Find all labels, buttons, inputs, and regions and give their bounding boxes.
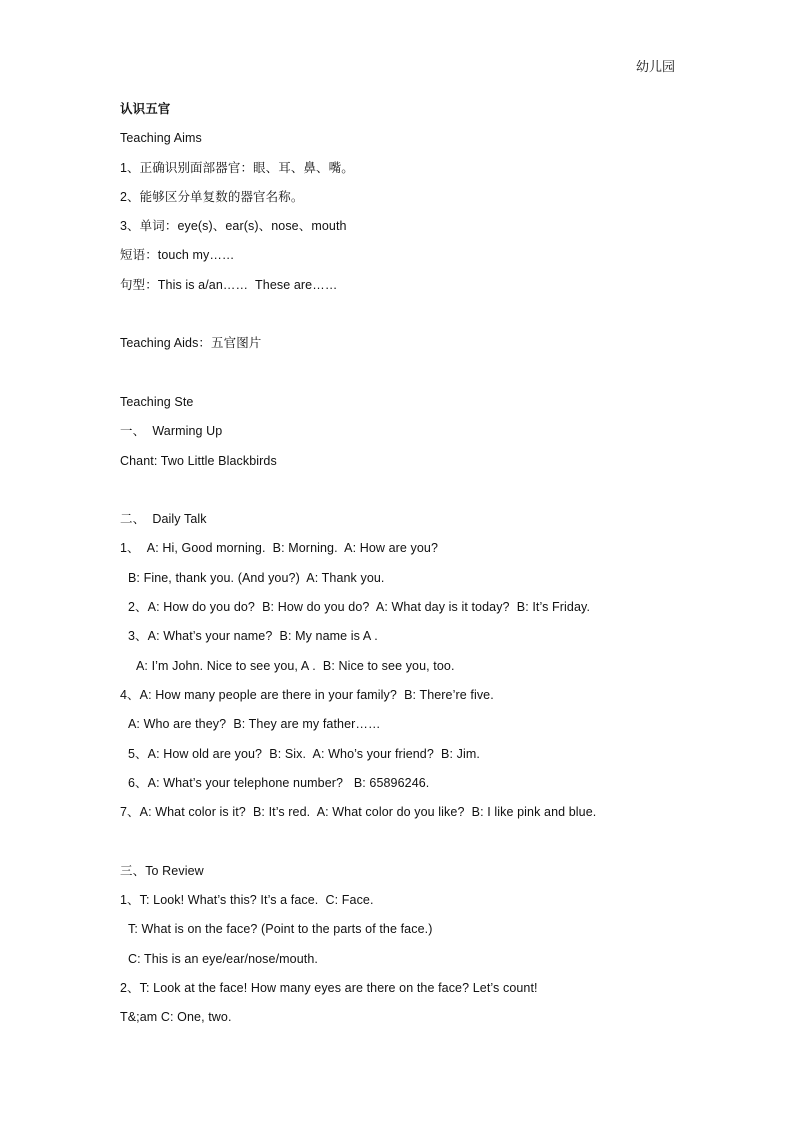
talk-line: 2、A: How do you do? B: How do you do? A: What day is it today? B: It’s Friday. <box>128 600 591 615</box>
aids-line: Teaching Aids：五官图片 <box>120 336 262 351</box>
blank-line <box>120 305 680 334</box>
blank-line <box>120 481 680 510</box>
talk-line: A: Who are they? B: They are my father…… <box>128 717 381 732</box>
talk-line: B: Fine, thank you. (And you?) A: Thank you. <box>128 570 385 585</box>
step-heading: 一、 Warming Up <box>120 424 223 439</box>
phrase-line: 短语：touch my…… <box>120 248 235 263</box>
aim-item: 2、能够区分单复数的器官名称。 <box>120 189 304 204</box>
review-line: C: This is an eye/ear/nose/mouth. <box>128 951 318 966</box>
talk-line: 7、A: What color is it? B: It’s red. A: What color do you like? B: I like pink and blue. <box>120 805 597 820</box>
review-line: 2、T: Look at the face! How many eyes are there on the face? Let’s count! <box>120 980 538 995</box>
document-body <box>120 100 680 1038</box>
review-line: 1、T: Look! What’s this? It’s a face. C: Face. <box>120 893 374 908</box>
sentence-line: 句型：This is a/an…… These are…… <box>120 277 338 292</box>
blank-line <box>120 364 680 393</box>
talk-line: 5、A: How old are you? B: Six. A: Who’s your friend? B: Jim. <box>128 746 480 761</box>
talk-line: 3、A: What’s your name? B: My name is A . <box>128 629 378 644</box>
aim-item: 3、单词：eye(s)、ear(s)、nose、mouth <box>120 219 347 234</box>
header-label: 幼儿园 <box>635 59 675 74</box>
blank-line <box>120 832 680 861</box>
steps-heading: Teaching Ste <box>120 394 194 409</box>
aim-item: 1、正确识别面部器官：眼、耳、鼻、嘴。 <box>120 160 354 175</box>
aims-heading: Teaching Aims <box>120 131 202 146</box>
step-heading: 二、 Daily Talk <box>120 512 207 527</box>
talk-line: 1、 A: Hi, Good morning. B: Morning. A: How are you? <box>120 541 439 556</box>
talk-line: 6、A: What’s your telephone number? B: 65896246. <box>128 775 430 790</box>
talk-line: A: I’m John. Nice to see you, A . B: Nice to see you, too. <box>136 658 455 673</box>
talk-line: 4、A: How many people are there in your family? B: There’re five. <box>120 687 494 702</box>
document-title: 认识五官 <box>120 102 171 116</box>
review-line: T&;am C: One, two. <box>120 1010 232 1025</box>
review-line: T: What is on the face? (Point to the parts of the face.) <box>128 922 433 937</box>
step-heading: 三、To Review <box>120 863 204 878</box>
chant-line: Chant: Two Little Blackbirds <box>120 453 277 468</box>
